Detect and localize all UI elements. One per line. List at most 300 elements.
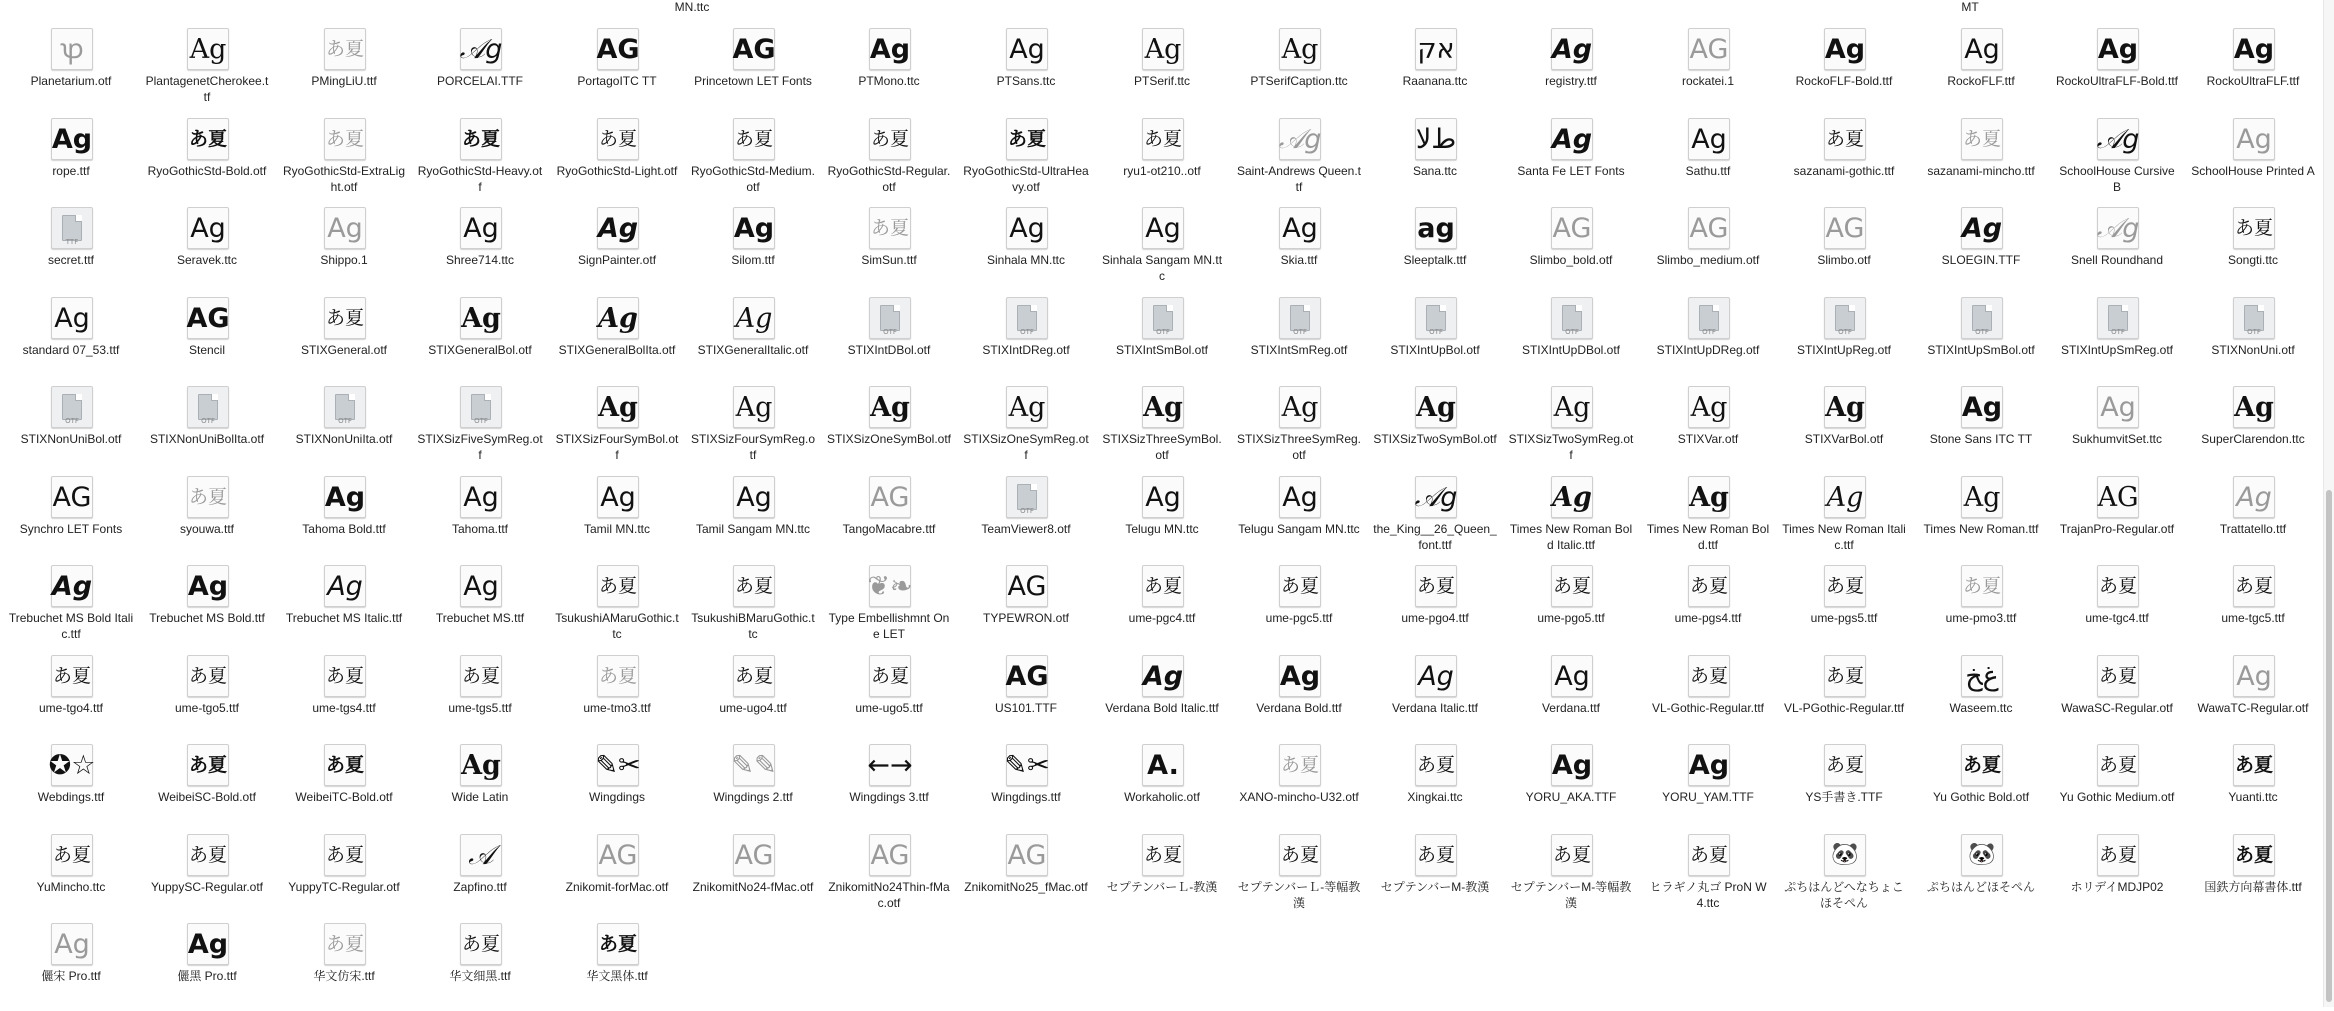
font-file-item[interactable] bbox=[281, 476, 407, 564]
glyph-sample: Ag bbox=[1554, 660, 1590, 692]
font-preview-icon bbox=[1551, 565, 1593, 607]
font-preview-icon bbox=[187, 207, 229, 249]
font-file-item[interactable] bbox=[554, 28, 680, 116]
glyph-sample: Ag bbox=[1008, 391, 1046, 423]
font-file-name: ume-tgs4.ttf bbox=[312, 701, 376, 715]
font-file-item[interactable] bbox=[1645, 207, 1771, 295]
font-file-item[interactable] bbox=[826, 297, 952, 385]
font-file-item[interactable] bbox=[1781, 744, 1907, 832]
glyph-sample: あ夏 bbox=[2234, 574, 2273, 597]
font-file-name: Waseem.ttc bbox=[1949, 701, 2013, 715]
font-file-name: PTSerif.ttc bbox=[1133, 74, 1190, 88]
font-file-item[interactable] bbox=[2054, 565, 2180, 653]
font-file-name: STIXSizOneSymBol.otf bbox=[826, 432, 952, 446]
font-file-item[interactable] bbox=[2190, 655, 2316, 743]
font-preview-icon bbox=[1279, 834, 1321, 876]
font-file-name: STIXSizTwoSymBol.otf bbox=[1373, 432, 1497, 446]
font-file-item[interactable] bbox=[1918, 834, 2044, 922]
glyph-sample: あ夏 bbox=[1962, 574, 2001, 597]
font-file-item[interactable] bbox=[554, 744, 680, 832]
glyph-sample: あ夏 bbox=[598, 932, 637, 955]
font-file-item[interactable] bbox=[2054, 28, 2180, 116]
font-file-item[interactable] bbox=[1372, 386, 1498, 474]
font-file-item[interactable] bbox=[1236, 834, 1362, 922]
font-file-item[interactable] bbox=[2054, 297, 2180, 385]
font-file-item[interactable] bbox=[144, 118, 270, 206]
font-file-item[interactable] bbox=[281, 386, 407, 474]
glyph-sample: Ag bbox=[461, 302, 501, 334]
font-file-item[interactable] bbox=[554, 834, 680, 922]
font-file-item[interactable] bbox=[8, 386, 134, 474]
font-file-item[interactable] bbox=[8, 28, 134, 116]
font-file-item[interactable] bbox=[144, 297, 270, 385]
font-file-item[interactable] bbox=[2190, 28, 2316, 116]
font-file-item[interactable] bbox=[826, 655, 952, 743]
font-file-name: YuMincho.ttc bbox=[36, 880, 106, 894]
font-file-item[interactable] bbox=[417, 386, 543, 474]
font-file-item[interactable] bbox=[963, 476, 1089, 564]
glyph-sample: あ夏 bbox=[188, 664, 227, 687]
font-preview-icon bbox=[1551, 744, 1593, 786]
font-file-item[interactable] bbox=[554, 297, 680, 385]
glyph-sample: Ag bbox=[324, 481, 366, 513]
font-file-name: Times New Roman Bold Italic.ttf bbox=[1509, 522, 1633, 552]
font-file-item[interactable] bbox=[1372, 297, 1498, 385]
font-file-item[interactable] bbox=[1508, 565, 1634, 653]
font-file-item[interactable] bbox=[281, 923, 407, 1011]
glyph-sample: AG bbox=[1689, 212, 1729, 244]
font-file-item[interactable] bbox=[554, 386, 680, 474]
font-file-item[interactable] bbox=[1781, 834, 1907, 922]
font-file-name: ume-pmo3.ttf bbox=[1945, 611, 2017, 625]
file-type-tag: OTF bbox=[65, 417, 79, 425]
font-file-item[interactable] bbox=[144, 386, 270, 474]
font-preview-icon bbox=[1279, 207, 1321, 249]
generic-font-file-icon bbox=[1142, 297, 1184, 339]
font-preview-icon bbox=[2097, 207, 2139, 249]
font-file-item[interactable] bbox=[554, 655, 680, 743]
file-type-tag: OTF bbox=[1975, 328, 1989, 336]
glyph-sample: Ag bbox=[1551, 749, 1593, 781]
font-file-name: Wingdings 2.ttf bbox=[713, 790, 793, 804]
vertical-scrollbar[interactable] bbox=[2323, 0, 2334, 1007]
glyph-sample: Ag bbox=[1551, 33, 1593, 65]
font-file-item[interactable] bbox=[1508, 28, 1634, 116]
generic-font-file-icon bbox=[2233, 297, 2275, 339]
font-file-item[interactable] bbox=[690, 744, 816, 832]
font-file-name: 儷宋 Pro.ttf bbox=[41, 969, 101, 983]
font-file-item[interactable] bbox=[690, 565, 816, 653]
font-file-item[interactable] bbox=[1099, 565, 1225, 653]
font-file-item[interactable] bbox=[826, 476, 952, 564]
font-file-name: TeamViewer8.otf bbox=[981, 522, 1071, 536]
font-file-item[interactable] bbox=[963, 207, 1089, 295]
font-file-name: Sathu.ttf bbox=[1685, 164, 1731, 178]
glyph-sample: Ag bbox=[327, 570, 363, 602]
font-preview-icon bbox=[1142, 476, 1184, 518]
glyph-sample: Ag bbox=[2100, 391, 2136, 423]
font-file-name: Snell Roundhand bbox=[2070, 253, 2164, 267]
font-file-item[interactable] bbox=[2190, 297, 2316, 385]
font-file-item[interactable] bbox=[1236, 744, 1362, 832]
font-file-name: Saint-Andrews Queen.ttf bbox=[1236, 164, 1362, 194]
font-file-item[interactable] bbox=[2054, 655, 2180, 743]
font-file-item[interactable] bbox=[690, 655, 816, 743]
font-file-name: TrajanPro-Regular.otf bbox=[2059, 522, 2175, 536]
glyph-sample: あ夏 bbox=[1416, 753, 1455, 776]
font-file-item[interactable] bbox=[417, 118, 543, 206]
font-file-item[interactable] bbox=[281, 297, 407, 385]
font-file-item[interactable] bbox=[1236, 655, 1362, 743]
font-preview-icon bbox=[2233, 118, 2275, 160]
font-file-item[interactable] bbox=[2054, 744, 2180, 832]
font-preview-icon bbox=[51, 923, 93, 965]
font-file-name: RockoFLF.ttf bbox=[1947, 74, 2015, 88]
font-file-item[interactable] bbox=[826, 744, 952, 832]
glyph-sample: あ夏 bbox=[52, 843, 91, 866]
glyph-sample: Ag bbox=[54, 928, 90, 960]
font-file-name: registry.ttf bbox=[1545, 74, 1597, 88]
generic-font-file-icon bbox=[1688, 297, 1730, 339]
glyph-sample: Ag bbox=[1282, 481, 1318, 513]
font-file-item[interactable] bbox=[1645, 655, 1771, 743]
font-file-item[interactable] bbox=[1099, 744, 1225, 832]
font-file-name: Sleeptalk.ttf bbox=[1403, 253, 1467, 267]
font-file-item[interactable] bbox=[963, 297, 1089, 385]
font-file-item[interactable] bbox=[554, 923, 680, 1011]
font-file-item[interactable] bbox=[2190, 386, 2316, 474]
glyph-sample: Ag bbox=[51, 123, 93, 155]
font-file-item[interactable] bbox=[417, 297, 543, 385]
font-file-item[interactable] bbox=[690, 207, 816, 295]
font-file-item[interactable] bbox=[1508, 655, 1634, 743]
font-file-item[interactable] bbox=[281, 207, 407, 295]
font-file-item[interactable] bbox=[963, 834, 1089, 922]
font-preview-icon bbox=[2233, 28, 2275, 70]
font-file-item[interactable] bbox=[144, 565, 270, 653]
glyph-sample: Ag bbox=[1553, 391, 1591, 423]
font-preview-icon bbox=[460, 923, 502, 965]
font-file-name: Tamil Sangam MN.ttc bbox=[695, 522, 811, 536]
font-file-item[interactable] bbox=[1099, 118, 1225, 206]
font-file-item[interactable] bbox=[1099, 297, 1225, 385]
font-file-name: Sinhala Sangam MN.ttc bbox=[1101, 253, 1223, 283]
font-file-item[interactable] bbox=[144, 476, 270, 564]
font-file-item[interactable] bbox=[1372, 655, 1498, 743]
font-file-item[interactable] bbox=[690, 297, 816, 385]
font-file-item[interactable] bbox=[1781, 565, 1907, 653]
font-file-name: Zapfino.ttf bbox=[453, 880, 507, 894]
font-file-item[interactable] bbox=[2190, 476, 2316, 564]
font-file-item[interactable] bbox=[1918, 565, 2044, 653]
glyph-sample: あ夏 bbox=[188, 843, 227, 866]
font-file-item[interactable] bbox=[144, 923, 270, 1011]
font-file-item[interactable] bbox=[1236, 297, 1362, 385]
font-file-name: Slimbo.otf bbox=[1817, 253, 1871, 267]
font-file-item[interactable] bbox=[826, 28, 952, 116]
font-file-name: SchoolHouse Cursive B bbox=[2059, 164, 2175, 194]
font-file-item[interactable] bbox=[1099, 476, 1225, 564]
font-file-item[interactable] bbox=[1918, 28, 2044, 116]
font-file-item[interactable] bbox=[690, 28, 816, 116]
font-file-item[interactable] bbox=[417, 744, 543, 832]
font-preview-icon bbox=[869, 476, 911, 518]
font-file-item[interactable] bbox=[1918, 297, 2044, 385]
font-file-item[interactable] bbox=[417, 655, 543, 743]
font-file-item[interactable] bbox=[1645, 297, 1771, 385]
font-file-item[interactable] bbox=[963, 28, 1089, 116]
font-file-item[interactable] bbox=[1918, 476, 2044, 564]
font-file-item[interactable] bbox=[826, 565, 952, 653]
font-file-item[interactable] bbox=[1372, 834, 1498, 922]
font-file-item[interactable] bbox=[2190, 565, 2316, 653]
font-file-name: Trebuchet MS Italic.ttf bbox=[285, 611, 403, 625]
font-file-item[interactable] bbox=[417, 565, 543, 653]
font-file-item[interactable] bbox=[2190, 118, 2316, 206]
font-file-item[interactable] bbox=[1781, 28, 1907, 116]
glyph-sample: あ夏 bbox=[1962, 127, 2001, 150]
glyph-sample: あ夏 bbox=[2098, 753, 2137, 776]
font-file-item[interactable] bbox=[1781, 207, 1907, 295]
font-file-item[interactable] bbox=[963, 386, 1089, 474]
glyph-sample: Ag bbox=[1824, 33, 1866, 65]
font-file-name: syouwa.ttf bbox=[179, 522, 235, 536]
font-file-item[interactable] bbox=[1918, 118, 2044, 206]
font-file-item[interactable] bbox=[1918, 207, 2044, 295]
font-file-item[interactable] bbox=[8, 834, 134, 922]
font-preview-icon bbox=[2097, 565, 2139, 607]
font-preview-icon bbox=[187, 923, 229, 965]
font-file-item[interactable] bbox=[281, 834, 407, 922]
font-file-item[interactable] bbox=[554, 118, 680, 206]
font-file-item[interactable] bbox=[1645, 386, 1771, 474]
font-file-item[interactable] bbox=[8, 297, 134, 385]
font-file-name: PTMono.ttc bbox=[858, 74, 920, 88]
font-file-name: RockoUltraFLF-Bold.ttf bbox=[2055, 74, 2179, 88]
font-file-item[interactable] bbox=[2054, 834, 2180, 922]
font-file-item[interactable] bbox=[8, 923, 134, 1011]
font-file-item[interactable] bbox=[690, 386, 816, 474]
font-file-name: Slimbo_medium.otf bbox=[1656, 253, 1760, 267]
font-file-item[interactable] bbox=[1508, 476, 1634, 564]
font-preview-icon bbox=[1142, 207, 1184, 249]
font-file-item[interactable] bbox=[690, 118, 816, 206]
glyph-sample: Ag bbox=[2236, 660, 2272, 692]
font-file-item[interactable] bbox=[690, 834, 816, 922]
font-file-item[interactable] bbox=[281, 655, 407, 743]
font-preview-icon bbox=[733, 386, 775, 428]
font-preview-icon bbox=[460, 744, 502, 786]
font-file-item[interactable] bbox=[1372, 476, 1498, 564]
font-preview-icon bbox=[324, 834, 366, 876]
font-file-item[interactable] bbox=[1645, 28, 1771, 116]
font-file-name: Times New Roman Italic.ttf bbox=[1782, 522, 1906, 552]
font-preview-icon bbox=[2233, 655, 2275, 697]
file-type-tag: OTF bbox=[1156, 328, 1170, 336]
font-preview-icon bbox=[2097, 386, 2139, 428]
font-file-item[interactable] bbox=[554, 207, 680, 295]
font-file-item[interactable] bbox=[281, 565, 407, 653]
font-file-name: PMingLiU.ttf bbox=[311, 74, 377, 88]
font-file-item[interactable] bbox=[826, 834, 952, 922]
font-file-name: STIXGeneralBol.otf bbox=[428, 343, 532, 357]
font-file-name: ume-pgo5.ttf bbox=[1537, 611, 1605, 625]
font-file-name: STIXGeneral.otf bbox=[300, 343, 388, 357]
font-file-item[interactable] bbox=[144, 655, 270, 743]
font-preview-icon bbox=[1688, 476, 1730, 518]
glyph-sample: Ag bbox=[736, 481, 772, 513]
font-preview-icon bbox=[1551, 207, 1593, 249]
font-file-name: Raanana.ttc bbox=[1402, 74, 1468, 88]
font-file-name: Tamil MN.ttc bbox=[584, 522, 650, 536]
font-file-item[interactable] bbox=[1236, 565, 1362, 653]
font-file-item[interactable] bbox=[1372, 28, 1498, 116]
font-file-item[interactable] bbox=[144, 744, 270, 832]
font-file-item[interactable] bbox=[281, 28, 407, 116]
glyph-sample: あ夏 bbox=[461, 932, 500, 955]
font-file-item[interactable] bbox=[2190, 207, 2316, 295]
glyph-sample: AG bbox=[1007, 570, 1047, 602]
font-file-item[interactable] bbox=[144, 207, 270, 295]
font-file-item[interactable] bbox=[1508, 744, 1634, 832]
glyph-sample: Ag bbox=[1688, 749, 1730, 781]
glyph-sample: あ夏 bbox=[52, 664, 91, 687]
font-file-item[interactable] bbox=[1099, 386, 1225, 474]
font-file-item[interactable] bbox=[826, 207, 952, 295]
font-file-item[interactable] bbox=[1645, 834, 1771, 922]
font-file-item[interactable] bbox=[1099, 207, 1225, 295]
font-preview-icon bbox=[2233, 207, 2275, 249]
glyph-sample: あ夏 bbox=[2234, 843, 2273, 866]
font-file-item[interactable] bbox=[1781, 297, 1907, 385]
glyph-sample: AG bbox=[186, 302, 230, 334]
font-file-item[interactable] bbox=[1508, 386, 1634, 474]
font-file-item[interactable] bbox=[2190, 744, 2316, 832]
font-file-item[interactable] bbox=[2054, 476, 2180, 564]
font-file-name: ume-tgo5.ttf bbox=[174, 701, 240, 715]
font-file-item[interactable] bbox=[281, 744, 407, 832]
scrollbar-thumb[interactable] bbox=[2326, 490, 2332, 1002]
font-file-item[interactable] bbox=[1918, 655, 2044, 743]
font-file-item[interactable] bbox=[554, 565, 680, 653]
font-file-item[interactable] bbox=[417, 923, 543, 1011]
glyph-sample: あ夏 bbox=[870, 664, 909, 687]
font-file-item[interactable] bbox=[8, 565, 134, 653]
glyph-sample: Ag bbox=[869, 33, 911, 65]
font-file-item[interactable] bbox=[963, 565, 1089, 653]
glyph-sample: Ag bbox=[463, 570, 499, 602]
font-file-item[interactable] bbox=[2190, 834, 2316, 922]
font-file-item[interactable] bbox=[1099, 28, 1225, 116]
font-file-item[interactable] bbox=[1918, 386, 2044, 474]
font-file-item[interactable] bbox=[826, 386, 952, 474]
font-file-name: PlantagenetCherokee.ttf bbox=[145, 74, 269, 104]
font-file-item[interactable] bbox=[1645, 565, 1771, 653]
font-file-name: RyoGothicStd-Regular.otf bbox=[827, 164, 951, 194]
font-file-name: sazanami-gothic.ttf bbox=[1793, 164, 1895, 178]
glyph-sample: Ag bbox=[1282, 212, 1318, 244]
font-file-item[interactable] bbox=[1781, 118, 1907, 206]
font-file-item[interactable] bbox=[1372, 118, 1498, 206]
font-file-item[interactable] bbox=[1508, 834, 1634, 922]
font-file-item[interactable] bbox=[1781, 655, 1907, 743]
glyph-sample: ✎✂ bbox=[1004, 749, 1050, 781]
font-file-item[interactable] bbox=[8, 476, 134, 564]
font-file-item[interactable] bbox=[417, 476, 543, 564]
glyph-sample: AG bbox=[1005, 660, 1049, 692]
font-preview-icon bbox=[1961, 207, 2003, 249]
font-file-item[interactable] bbox=[1645, 476, 1771, 564]
glyph-sample: Ag bbox=[2234, 391, 2274, 423]
font-file-item[interactable] bbox=[1508, 297, 1634, 385]
font-file-item[interactable] bbox=[554, 476, 680, 564]
font-file-item[interactable] bbox=[1372, 744, 1498, 832]
font-file-item[interactable] bbox=[1781, 386, 1907, 474]
font-preview-icon bbox=[1824, 207, 1866, 249]
font-file-item[interactable] bbox=[1236, 476, 1362, 564]
font-file-item[interactable] bbox=[963, 744, 1089, 832]
font-file-item[interactable] bbox=[417, 28, 543, 116]
font-file-item[interactable] bbox=[8, 744, 134, 832]
font-file-name: Webdings.ttf bbox=[37, 790, 105, 804]
font-file-item[interactable] bbox=[1508, 118, 1634, 206]
font-file-item[interactable] bbox=[1236, 386, 1362, 474]
font-file-item[interactable] bbox=[2054, 386, 2180, 474]
font-file-item[interactable] bbox=[690, 476, 816, 564]
font-file-item[interactable] bbox=[1781, 476, 1907, 564]
font-preview-icon bbox=[1688, 565, 1730, 607]
font-file-item[interactable] bbox=[1099, 834, 1225, 922]
font-file-item[interactable] bbox=[281, 118, 407, 206]
font-file-item[interactable] bbox=[1236, 28, 1362, 116]
font-file-item[interactable] bbox=[963, 118, 1089, 206]
font-file-item[interactable] bbox=[8, 118, 134, 206]
glyph-sample: あ夏 bbox=[1552, 843, 1591, 866]
font-file-item[interactable] bbox=[2054, 207, 2180, 295]
font-file-item[interactable] bbox=[1645, 118, 1771, 206]
font-file-item[interactable] bbox=[1372, 565, 1498, 653]
font-preview-icon bbox=[869, 744, 911, 786]
font-file-item[interactable] bbox=[1236, 207, 1362, 295]
font-file-item[interactable] bbox=[1508, 207, 1634, 295]
glyph-sample: 𝒜g bbox=[1414, 481, 1458, 513]
font-file-item[interactable] bbox=[417, 207, 543, 295]
font-file-item[interactable] bbox=[2054, 118, 2180, 206]
font-file-item[interactable] bbox=[144, 28, 270, 116]
font-preview-icon bbox=[1415, 834, 1457, 876]
font-file-item[interactable] bbox=[1099, 655, 1225, 743]
font-preview-icon bbox=[51, 655, 93, 697]
font-file-item[interactable] bbox=[144, 834, 270, 922]
font-file-item[interactable] bbox=[1372, 207, 1498, 295]
font-file-name: 儷黑 Pro.ttf bbox=[177, 969, 237, 983]
font-file-item[interactable] bbox=[8, 207, 134, 295]
font-file-name: sazanami-mincho.ttf bbox=[1927, 164, 2035, 178]
font-file-item[interactable] bbox=[1236, 118, 1362, 206]
font-file-item[interactable] bbox=[417, 834, 543, 922]
font-file-name: Sinhala MN.ttc bbox=[986, 253, 1066, 267]
glyph-sample: Ag bbox=[1552, 481, 1592, 513]
font-file-item[interactable] bbox=[963, 655, 1089, 743]
glyph-sample: AG bbox=[1007, 839, 1047, 871]
glyph-sample: あ夏 bbox=[1825, 127, 1864, 150]
file-type-tag: OTF bbox=[1020, 328, 1034, 336]
font-file-item[interactable] bbox=[1918, 744, 2044, 832]
font-file-name: SuperClarendon.ttc bbox=[2201, 432, 2305, 446]
font-file-item[interactable] bbox=[826, 118, 952, 206]
font-file-item[interactable] bbox=[8, 655, 134, 743]
font-file-item[interactable] bbox=[1645, 744, 1771, 832]
